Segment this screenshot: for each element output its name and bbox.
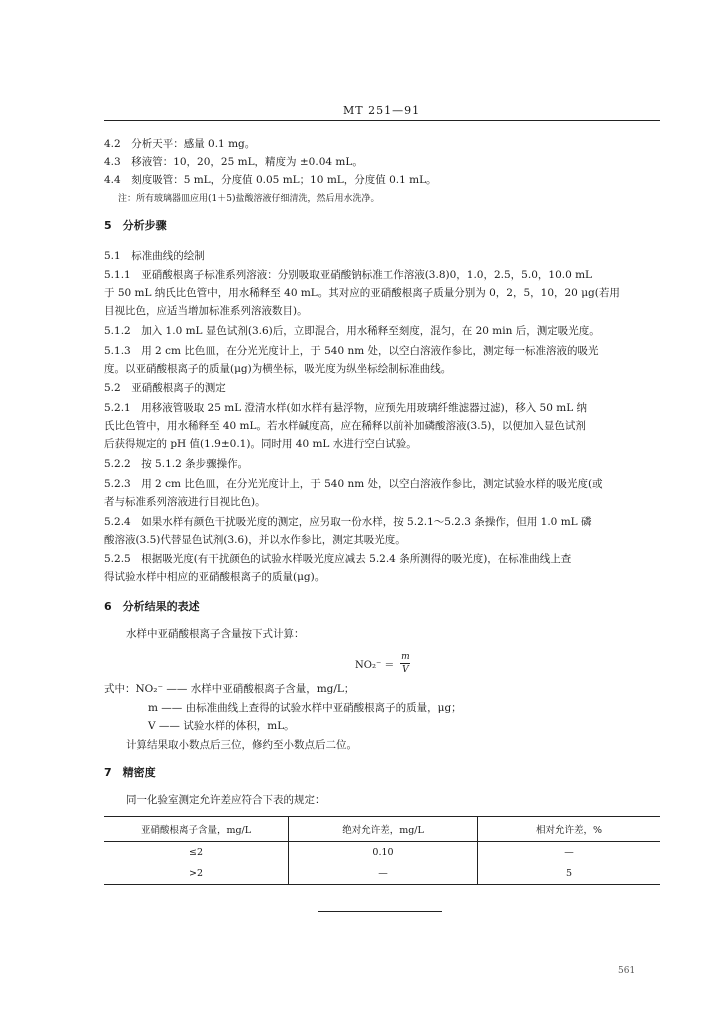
table-row (104, 842, 660, 864)
para-5-1-1-cont: 于 50 mL 纳氏比色管中，用水稀释至 40 mL。其对应的亚硝酸根离子质量分别为 0，2，5，10，20 μg(若用 (104, 287, 620, 299)
para-5-2-5: 5.2.5 根据吸光度(有干扰颜色的试验水样吸光度应减去 5.2.4 条所测得的吸光度)，在标准曲线上查 (104, 553, 572, 565)
page-number: 561 (618, 966, 636, 976)
para-5-2-1-cont2: 后获得规定的 pH 值(1.9±0.1)。同时用 40 mL 水进行空白试验。 (104, 438, 417, 450)
col-header-absolute: 绝对允许差，mg/L (289, 817, 478, 842)
formula-fraction (400, 652, 410, 675)
where-clause-2: m —— 由标准曲线上查得的试验水样中亚硝酸根离子的质量，μg； (148, 702, 462, 714)
table-cell: >2 (104, 863, 289, 885)
item-4-3: 4.3 移液管：10，20，25 mL，精度为 ±0.04 mL。 (104, 156, 363, 168)
col-header-relative: 相对允许差，% (478, 817, 661, 842)
para-5-1-3: 5.1.3 用 2 cm 比色皿，在分光光度计上，于 540 nm 处，以空白溶液作参比，测定每一标准溶液的吸光 (104, 345, 599, 357)
para-5-2-4: 5.2.4 如果水样有颜色干扰吸光度的测定，应另取一份水样，按 5.2.1～5.2.3 条操作，但用 1.0 mL 磷 (104, 516, 592, 528)
section-6-title: 6 分析结果的表述 (104, 600, 200, 613)
table-cell: — (289, 863, 478, 885)
section-5-2: 5.2 亚硝酸根离子的测定 (104, 382, 226, 394)
table-row (104, 863, 660, 885)
where-clause-3: V —— 试验水样的体积，mL。 (148, 720, 295, 732)
where-clause-1: 式中：NO₂⁻ —— 水样中亚硝酸根离子含量，mg/L； (104, 683, 355, 695)
para-5-2-3: 5.2.3 用 2 cm 比色皿，在分光光度计上，于 540 nm 处，以空白溶液作参比，测定试验水样的吸光度(或 (104, 478, 603, 490)
para-5-2-4-cont: 酸溶液(3.5)代替显色试剂(3.6)，并以水作参比，测定其吸光度。 (104, 534, 406, 546)
formula-denominator: V (402, 665, 409, 675)
header-rule (104, 120, 660, 121)
section-5-title: 5 分析步骤 (104, 219, 167, 232)
para-5-1-1-cont2: 目视比色，应适当增加标准系列溶液数目)。 (104, 305, 308, 317)
para-5-1-1: 5.1.1 亚硝酸根离子标准系列溶液：分别吸取亚硝酸钠标准工作溶液(3.8)0，1.0，2.5，5.0，10.0 mL (104, 269, 593, 281)
table-cell: ≤2 (188, 847, 203, 858)
formula-numerator: m (401, 652, 410, 662)
table-cell: — (478, 842, 661, 864)
section-7-title: 7 精密度 (104, 766, 156, 779)
section-5-1: 5.1 标准曲线的绘制 (104, 250, 205, 262)
formula-lhs: NO₂⁻ ＝ (355, 660, 395, 671)
standard-code-header: MT 251—91 (343, 104, 421, 117)
para-5-2-2: 5.2.2 按 5.1.2 条步骤操作。 (104, 458, 249, 470)
item-4-2: 4.2 分析天平：感量 0.1 mg。 (104, 138, 256, 150)
precision-intro: 同一化验室测定允许差应符合下表的规定： (126, 794, 326, 806)
rounding-rule: 计算结果取小数点后三位，修约至小数点后二位。 (126, 739, 357, 751)
col-header-content: 亚硝酸根离子含量，mg/L (104, 817, 289, 842)
nitrite-formula (355, 652, 410, 675)
para-5-2-5-cont: 得试验水样中相应的亚硝酸根离子的质量(μg)。 (104, 571, 326, 583)
para-5-1-3-cont: 度。以亚硝酸根离子的质量(μg)为横坐标，吸光度为纵坐标绘制标准曲线。 (104, 363, 452, 375)
end-of-standard-rule (318, 911, 442, 912)
note: 注：所有玻璃器皿应用(1＋5)盐酸溶液仔细清洗，然后用水洗净。 (118, 194, 380, 204)
item-4-4: 4.4 刻度吸管：5 mL，分度值 0.05 mL；10 mL，分度值 0.1 mL。 (104, 174, 437, 186)
para-5-2-3-cont: 者与标准系列溶液进行目视比色)。 (104, 496, 266, 508)
table-cell: 0.10 (289, 842, 478, 864)
para-5-2-1: 5.2.1 用移液管吸取 25 mL 澄清水样(如水样有悬浮物，应预先用玻璃纤维滤器过滤)，移入 50 mL 纳 (104, 402, 588, 414)
precision-table (104, 816, 660, 885)
para-5-1-2: 5.1.2 加入 1.0 mL 显色试剂(3.6)后，立即混合，用水稀释至刻度，混匀，在 20 min 后，测定吸光度。 (104, 325, 600, 337)
formula-intro: 水样中亚硝酸根离子含量按下式计算： (126, 628, 305, 640)
table-cell: 5 (478, 863, 661, 885)
para-5-2-1-cont: 氏比色管中，用水稀释至 40 mL。若水样碱度高，应在稀释以前补加磷酸溶液(3.5)，以便加入显色试剂 (104, 420, 586, 432)
table-header-row (104, 817, 660, 842)
